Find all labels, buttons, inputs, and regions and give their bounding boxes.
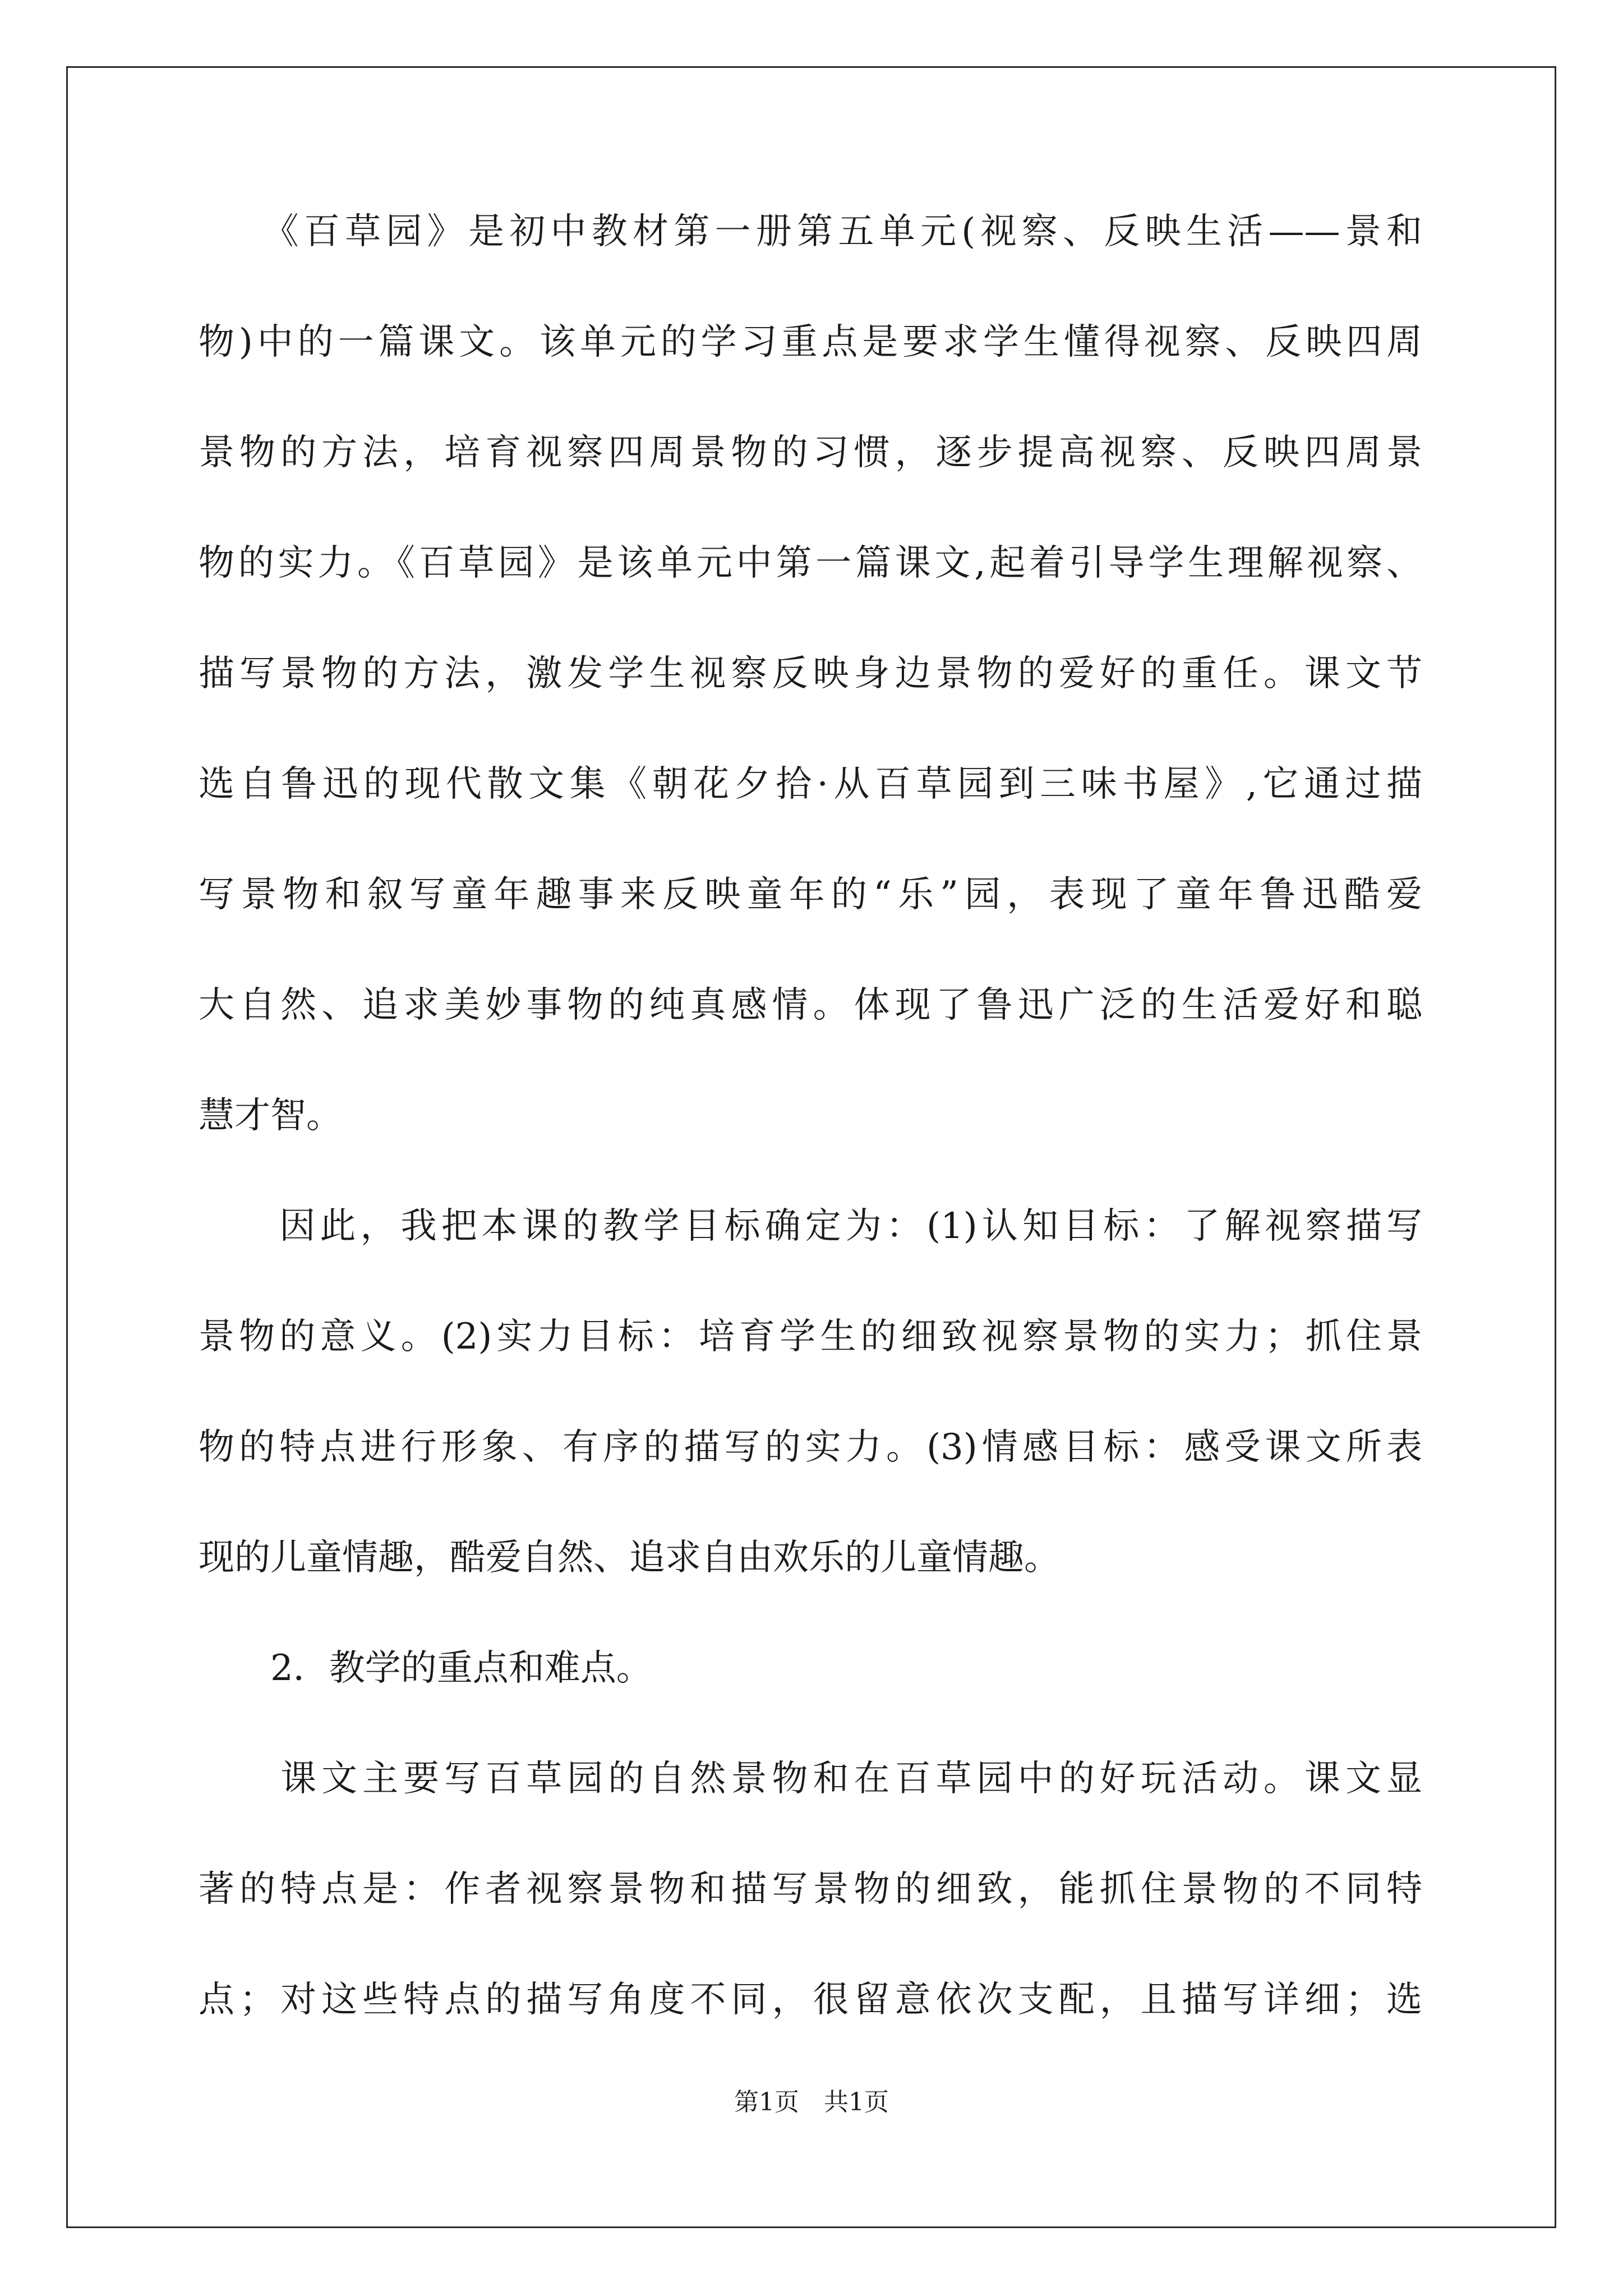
text-line: 景物的方法，培育视察四周景物的习惯，逐步提高视察、反映四周景 bbox=[199, 432, 1422, 473]
text-line: 物)中的一篇课文。该单元的学习重点是要求学生懂得视察、反映四周 bbox=[199, 321, 1422, 363]
text-line: 《百草园》是初中教材第一册第五单元(视察、反映生活——景和 bbox=[199, 211, 1422, 252]
text-line: 大自然、追求美妙事物的纯真感情。体现了鲁迅广泛的生活爱好和聪 bbox=[199, 984, 1422, 1026]
text-line: 物的实力。《百草园》是该单元中第一篇课文,起着引导学生理解视察、 bbox=[199, 542, 1422, 584]
text-line: 景物的意义。(2)实力目标：培育学生的细致视察景物的实力；抓住景 bbox=[199, 1316, 1422, 1358]
text-line: 选自鲁迅的现代散文集《朝花夕拾·从百草园到三味书屋》,它通过描 bbox=[199, 763, 1422, 805]
text-line: 课文主要写百草园的自然景物和在百草园中的好玩活动。课文显 bbox=[199, 1758, 1422, 1800]
text-line: 写景物和叙写童年趣事来反映童年的“乐”园，表现了童年鲁迅酷爱 bbox=[199, 874, 1422, 915]
text-line: 点；对这些特点的描写角度不同，很留意依次支配，且描写详细；选 bbox=[199, 1979, 1422, 2021]
text-line: 物的特点进行形象、有序的描写的实力。(3)情感目标：感受课文所表 bbox=[199, 1427, 1422, 1468]
text-line: 慧才智。 bbox=[199, 1095, 342, 1137]
text-line: 2．教学的重点和难点。 bbox=[199, 1648, 652, 1689]
text-line: 因此，我把本课的教学目标确定为：(1)认知目标：了解视察描写 bbox=[199, 1205, 1422, 1247]
text-line: 现的儿童情趣，酷爱自然、追求自由欢乐的儿童情趣。 bbox=[199, 1537, 1060, 1579]
text-line: 描写景物的方法，激发学生视察反映身边景物的爱好的重任。课文节 bbox=[199, 653, 1422, 694]
page-number-footer: 第1页 共1页 bbox=[734, 2088, 889, 2116]
text-line: 著的特点是：作者视察景物和描写景物的细致，能抓住景物的不同特 bbox=[199, 1869, 1422, 1910]
